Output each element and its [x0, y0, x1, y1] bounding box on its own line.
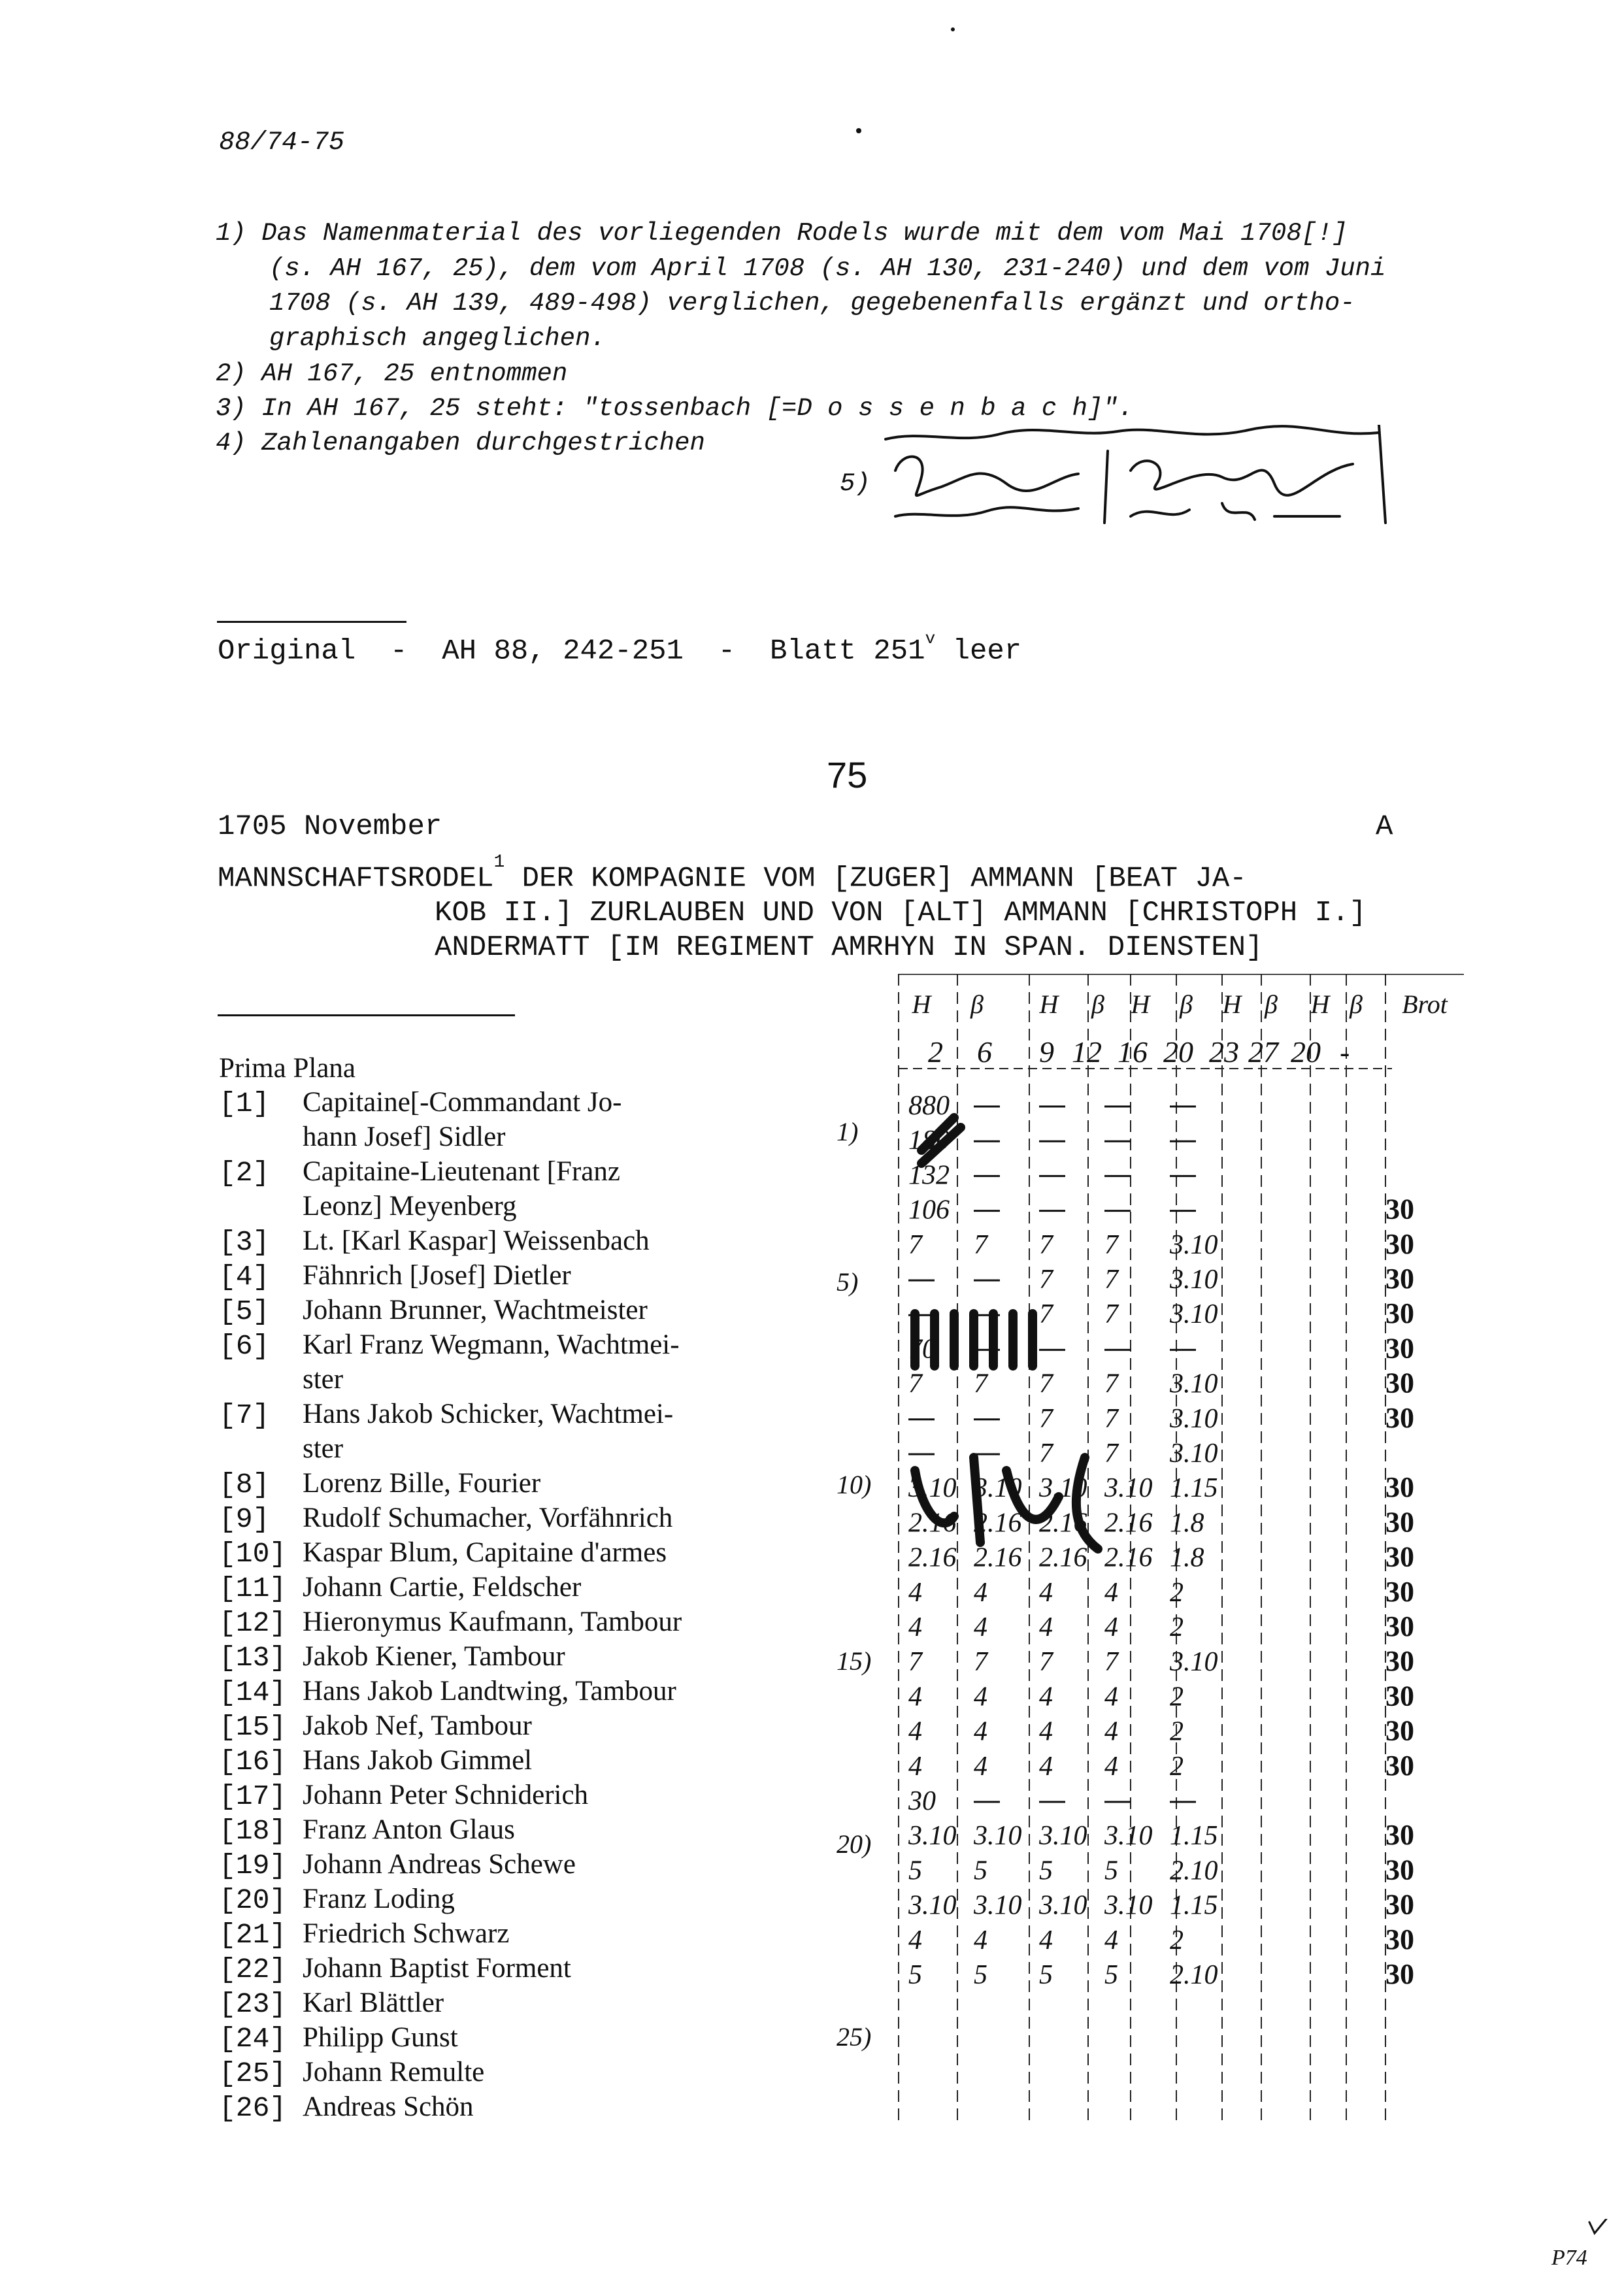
ledger-bread-value: 30: [1385, 1367, 1414, 1399]
ledger-margin-mark: 5): [837, 1267, 859, 1297]
ledger-cell-value: 7: [908, 1647, 922, 1678]
ledger-first-row-value: 23: [1209, 1035, 1239, 1069]
ledger-header-label: β: [1350, 990, 1363, 1019]
roster-entry: [219, 1086, 621, 1120]
ledger-header-label: β: [970, 990, 984, 1019]
roster-entry: [219, 1225, 650, 1258]
roster-entry-number: [26]: [219, 2092, 287, 2124]
ledger-bread-value: 30: [1385, 1645, 1414, 1678]
ledger-header-label: β: [1091, 990, 1104, 1019]
roster-entry-name: Lt. [Karl Kaspar] Weissenbach: [303, 1225, 650, 1256]
ledger-bread-value: 30: [1385, 1575, 1414, 1608]
ledger-first-row-value: 20: [1291, 1035, 1321, 1069]
roster-entry-number: [11]: [219, 1572, 287, 1605]
ledger-cell-value: 3.10: [1170, 1403, 1218, 1434]
ledger-cell-value: 2.16: [974, 1508, 1022, 1539]
ledger-cell-value: 3.10: [1104, 1821, 1153, 1852]
roster-entry-number: [12]: [219, 1607, 287, 1639]
ledger-cell-value: 2.16: [908, 1508, 957, 1539]
roster-entry: [219, 1502, 672, 1535]
ledger-cell-value: 2: [1170, 1612, 1184, 1642]
ledger-cell-value: 3.10: [1039, 1821, 1087, 1852]
speck: [951, 27, 955, 31]
ledger-bread-value: 30: [1385, 1749, 1414, 1782]
ledger-cell-value: 4: [908, 1682, 922, 1712]
roster-entry: [219, 1571, 581, 1605]
ledger-bread-value: 30: [1385, 1819, 1414, 1852]
ledger-cell-value: 5: [974, 1855, 987, 1886]
roster-entry-name: Friedrich Schwarz: [303, 1918, 510, 1949]
roster-entry: [219, 1640, 565, 1674]
ledger-bread-value: 30: [1385, 1540, 1414, 1573]
roster-entry-name: Jakob Nef, Tambour: [303, 1710, 532, 1741]
ledger-margin-mark: 1): [837, 1117, 859, 1146]
page-mark-text: P74: [1551, 2246, 1587, 2270]
roster-entry-number: [13]: [219, 1642, 287, 1674]
roster-entry-name: Hans Jakob Gimmel: [303, 1745, 533, 1776]
ledger-first-row-value: 2: [928, 1035, 943, 1069]
ledger-cell-value: 2: [1170, 1682, 1184, 1712]
roster-entry-number: [20]: [219, 1884, 287, 1916]
document-date: 1705 November: [218, 810, 442, 843]
ledger-cell-value: 3.10: [1104, 1890, 1153, 1921]
roster-entry-name: Franz Anton Glaus: [303, 1814, 515, 1845]
ledger-cell-value: 3.10: [1170, 1265, 1218, 1295]
ledger-header-label: β: [1180, 990, 1193, 1019]
ledger-header-label: H: [1039, 990, 1059, 1019]
roster-entry-number: [4]: [219, 1261, 270, 1293]
ledger-cell-value: 7: [1039, 1299, 1053, 1330]
document-title-line: KOB II.] ZURLAUBEN UND VON [ALT] AMMANN [CHRISTOPH I.]: [435, 897, 1367, 929]
footnote-5-label: 5): [840, 469, 870, 498]
roster-entry-continuation: ster: [303, 1433, 344, 1464]
roster-entry: [219, 1329, 680, 1362]
ledger-cell-value: 7: [1039, 1403, 1053, 1434]
roster-entry-number: [16]: [219, 1746, 287, 1778]
ledger-bread-value: 30: [1385, 1923, 1414, 1955]
roster-entry: [219, 1398, 673, 1431]
roster-entry: [219, 1606, 682, 1639]
roster-entry-number: [15]: [219, 1711, 287, 1743]
ledger-cell-value: 4: [1039, 1682, 1053, 1712]
ledger-bread-value: 30: [1385, 1714, 1414, 1747]
ledger-handwriting-scan: [823, 974, 1464, 2131]
ledger-header-label: β: [1265, 990, 1278, 1019]
roster-entry-number: [24]: [219, 2023, 287, 2055]
roster-entry-number: [21]: [219, 1919, 287, 1951]
ledger-cell-value: 4: [974, 1716, 987, 1747]
ledger-bread-value: 30: [1385, 1471, 1414, 1504]
ledger-bread-value: 30: [1385, 1263, 1414, 1295]
speck: [856, 128, 861, 133]
ledger-first-row-value: 16: [1118, 1035, 1148, 1069]
roster-entry: [219, 1467, 540, 1501]
ledger-cell-value: 2.16: [974, 1542, 1022, 1573]
roster-entry-number: [8]: [219, 1469, 270, 1501]
ledger-cell-value: 4: [974, 1925, 987, 1955]
roster-entry-number: [25]: [219, 2057, 287, 2089]
ledger-cell-value: 4: [908, 1577, 922, 1608]
ledger-cell-value: 4: [908, 1751, 922, 1782]
ledger-bread-value: 30: [1385, 1958, 1414, 1990]
ledger-crossout-stroke: [974, 1457, 980, 1542]
roster-entry-name: Jakob Kiener, Tambour: [303, 1641, 565, 1672]
roster-entry-number: [22]: [219, 1954, 287, 1986]
ledger-cell-value: 7: [1104, 1369, 1118, 1399]
ledger-cell-value: 70: [908, 1334, 936, 1365]
ledger-cell-value: 5: [1039, 1855, 1053, 1886]
footnote-1-line: (s. AH 167, 25), dem vom April 1708 (s. AH 130, 231-240) und dem vom Juni: [269, 254, 1386, 283]
roster-entry: [219, 2091, 474, 2124]
roster-entry-number: [14]: [219, 1676, 287, 1708]
ledger-cell-value: 30: [908, 1786, 936, 1816]
roster-entry-name: Philipp Gunst: [303, 2022, 458, 2053]
roster-entry-name: Johann Remulte: [303, 2057, 485, 2088]
roster-entry-name: Johann Cartie, Feldscher: [303, 1572, 582, 1603]
ledger-cell-value: 4: [974, 1612, 987, 1642]
ledger-cell-value: 3.10: [1104, 1473, 1153, 1504]
roster-entry-continuation: hann Josef] Sidler: [303, 1122, 506, 1152]
ledger-cell-value: 4: [1104, 1751, 1118, 1782]
ledger-cell-value: 2.16: [1039, 1542, 1087, 1573]
roster-entry-name: Johann Baptist Forment: [303, 1953, 571, 1984]
ledger-bread-value: 30: [1385, 1332, 1414, 1365]
roster-entry-continuation: ster: [303, 1364, 344, 1395]
ledger-cell-value: 1.15: [1170, 1473, 1218, 1504]
roster-entry: [219, 2021, 458, 2055]
ledger-cell-value: 1.8: [1170, 1542, 1204, 1573]
ledger-cell-value: 1.15: [1170, 1890, 1218, 1921]
footnote-1-line: 1) Das Namenmaterial des vorliegenden Rodels wurde mit dem vom Mai 1708[!]: [216, 219, 1348, 248]
document-title-line: ANDERMATT [IM REGIMENT AMRHYN IN SPAN. DIENSTEN]: [435, 931, 1263, 964]
ledger-cell-value: 4: [1104, 1925, 1118, 1955]
ledger-cell-value: 3.10: [1039, 1473, 1087, 1504]
ledger-cell-value: 3.10: [1170, 1369, 1218, 1399]
ledger-cell-value: 2.10: [1170, 1960, 1218, 1990]
ledger-cell-value: 7: [908, 1369, 922, 1399]
ledger-cell-value: 5: [1039, 1960, 1053, 1990]
roster-entry-number: [3]: [219, 1226, 270, 1258]
ledger-cell-value: 2: [1170, 1751, 1184, 1782]
footnote-1-line: graphisch angeglichen.: [269, 324, 606, 353]
ledger-cell-value: 7: [1104, 1403, 1118, 1434]
roster-entry-name: Johann Brunner, Wachtmeister: [303, 1295, 648, 1325]
roster-entry: [219, 1848, 576, 1882]
ledger-cell-value: 3.10: [908, 1473, 957, 1504]
ledger-cell-value: 4: [974, 1751, 987, 1782]
roster-entry: [219, 1259, 571, 1293]
ledger-bread-value: 30: [1385, 1854, 1414, 1886]
ledger-bread-value: 30: [1385, 1227, 1414, 1260]
ledger-margin-mark: 25): [837, 2022, 872, 2052]
roster-entry: [219, 1952, 571, 1986]
ledger-cell-value: 1.8: [1170, 1508, 1204, 1539]
ledger-cell-value: 180: [908, 1125, 950, 1156]
ledger-bread-value: 30: [1385, 1297, 1414, 1330]
ledger-cell-value: 7: [1104, 1299, 1118, 1330]
ledger-cell-value: 4: [908, 1925, 922, 1955]
roster-entry: [219, 1537, 667, 1570]
ledger-cell-value: 2.16: [908, 1542, 957, 1573]
ledger-cell-value: 3.10: [1170, 1299, 1218, 1330]
roster-entry-continuation: Leonz] Meyenberg: [303, 1191, 517, 1222]
ledger-cell-value: 2: [1170, 1925, 1184, 1955]
roster-entry-name: Karl Franz Wegmann, Wachtmei-: [303, 1329, 680, 1360]
ledger-cell-value: 7: [1104, 1265, 1118, 1295]
roster-entry: [219, 1779, 588, 1812]
ledger-cell-value: 2.16: [1104, 1508, 1153, 1539]
ledger-cell-value: 3.10: [1170, 1229, 1218, 1260]
ledger-bread-value: 30: [1385, 1888, 1414, 1921]
ledger-cell-value: 4: [1039, 1612, 1053, 1642]
roster-entry-name: Lorenz Bille, Fourier: [303, 1468, 541, 1499]
roster-entry-number: [7]: [219, 1399, 270, 1431]
ledger-header-label: H: [1310, 990, 1330, 1019]
section-heading: Prima Plana: [219, 1053, 356, 1084]
ledger-cell-value: 4: [908, 1716, 922, 1747]
roster-entry-name: Karl Blättler: [303, 1988, 444, 2018]
ledger-bread-value: 30: [1385, 1610, 1414, 1642]
ledger-cell-value: 7: [1104, 1647, 1118, 1678]
ledger-cell-value: 2.16: [1104, 1542, 1153, 1573]
ledger-first-row-value: 12: [1072, 1035, 1102, 1069]
ledger-header-label: Brot: [1402, 990, 1448, 1019]
ledger-cell-value: 4: [1039, 1716, 1053, 1747]
separator-rule: [217, 621, 406, 623]
ledger-cell-value: 7: [908, 1229, 922, 1260]
ledger-cell-value: 3.10: [974, 1821, 1022, 1852]
ledger-header-label: H: [912, 990, 931, 1019]
ledger-cell-value: 4: [1104, 1612, 1118, 1642]
ledger-cell-value: 7: [1039, 1647, 1053, 1678]
ledger-cell-value: 132: [908, 1160, 950, 1191]
ledger-bread-value: 30: [1385, 1680, 1414, 1712]
roster-entry-name: Kaspar Blum, Capitaine d'armes: [303, 1537, 667, 1568]
ledger-cell-value: 7: [1104, 1439, 1118, 1469]
roster-entry: [219, 1156, 620, 1189]
document-title-line: MANNSCHAFTSRODEL$^1$ DER KOMPAGNIE VOM [ZUGER] AMMANN [BEAT JA-: [218, 852, 1247, 895]
ledger-cell-value: 1.15: [1170, 1821, 1218, 1852]
ledger-cell-value: 7: [1039, 1439, 1053, 1469]
footnote-2: 2) AH 167, 25 entnommen: [216, 359, 568, 388]
ledger-cell-value: 5: [908, 1855, 922, 1886]
ledger-cell-value: 880: [908, 1091, 950, 1121]
roster-entry: [219, 1987, 444, 2020]
ledger-cell-value: 7: [974, 1647, 987, 1678]
roster-entry: [219, 1744, 532, 1778]
ledger-cell-value: 4: [974, 1577, 987, 1608]
ledger-bread-value: 30: [1385, 1506, 1414, 1539]
roster-entry-name: Andreas Schön: [303, 2091, 474, 2122]
ledger-bread-value: 30: [1385, 1401, 1414, 1434]
roster-entry-name: Capitaine[-Commandant Jo-: [303, 1087, 622, 1118]
ledger-first-row-value: 9: [1039, 1035, 1054, 1069]
source-citation: Original - AH 88, 242-251 - Blatt 251$^v$ leer: [218, 629, 1022, 668]
roster-entry-name: Capitaine-Lieutenant [Franz: [303, 1156, 620, 1187]
document-letter: A: [1376, 810, 1393, 843]
ledger-cell-value: 4: [1039, 1925, 1053, 1955]
ledger-first-row-value: 6: [977, 1035, 992, 1069]
ledger-cell-value: 2.10: [1170, 1855, 1218, 1886]
footnote-1-line: 1708 (s. AH 139, 489-498) verglichen, gegebenenfalls ergänzt und ortho-: [269, 289, 1355, 318]
roster-entry: [219, 1814, 515, 1847]
ledger-cell-value: 2: [1170, 1716, 1184, 1747]
roster-entry-number: [2]: [219, 1157, 270, 1189]
roster-entry-number: [23]: [219, 1988, 287, 2020]
roster-entry: [219, 1675, 676, 1708]
ledger-cell-value: 3.10: [908, 1821, 957, 1852]
roster-entry: [219, 1918, 509, 1951]
ledger-cell-value: 106: [908, 1195, 950, 1225]
ledger-cell-value: 5: [1104, 1855, 1118, 1886]
roster-entry-number: [10]: [219, 1538, 287, 1570]
separator-rule: [218, 1014, 515, 1016]
page-mark: [1549, 2219, 1614, 2271]
roster-entry-name: Johann Andreas Schewe: [303, 1849, 576, 1880]
ledger-cell-value: 7: [1039, 1369, 1053, 1399]
roster-entry-name: Hieronymus Kaufmann, Tambour: [303, 1606, 682, 1637]
ledger-cell-value: 7: [974, 1369, 987, 1399]
roster-entry-name: Hans Jakob Schicker, Wachtmei-: [303, 1399, 674, 1429]
ledger-cell-value: 2.16: [1039, 1508, 1087, 1539]
ledger-cell-value: 4: [974, 1682, 987, 1712]
roster-entry-name: Fähnrich [Josef] Dietler: [303, 1260, 571, 1291]
ledger-cell-value: 5: [908, 1960, 922, 1990]
ledger-cell-value: 4: [1104, 1716, 1118, 1747]
ledger-cell-value: 2: [1170, 1577, 1184, 1608]
ledger-first-row-value: 20: [1163, 1035, 1193, 1069]
roster-entry: [219, 1294, 648, 1327]
roster-entry-number: [18]: [219, 1815, 287, 1847]
ledger-header-label: H: [1222, 990, 1242, 1019]
ledger-cell-value: 4: [908, 1612, 922, 1642]
roster-entry-name: Hans Jakob Landtwing, Tambour: [303, 1676, 676, 1706]
roster-entry: [219, 1710, 532, 1743]
ledger-cell-value: 7: [1039, 1229, 1053, 1260]
roster-entry: [219, 1883, 455, 1916]
ledger-first-row-value: -: [1340, 1035, 1350, 1069]
ledger-cell-value: 3.10: [1170, 1647, 1218, 1678]
ledger-cell-value: 3.10: [974, 1890, 1022, 1921]
roster-entry-number: [6]: [219, 1330, 270, 1362]
ledger-margin-mark: 20): [837, 1829, 872, 1859]
ledger-cell-value: 3.10: [974, 1473, 1022, 1504]
ledger-cell-value: 3.10: [1039, 1890, 1087, 1921]
archive-reference: 88/74-75: [219, 128, 345, 158]
ledger-cell-value: 4: [1039, 1577, 1053, 1608]
ledger-cell-value: 5: [974, 1960, 987, 1990]
footnote-3: 3) In AH 167, 25 steht: "tossenbach [=D o s s e n b a c h]".: [216, 394, 1134, 423]
roster-entry-number: [17]: [219, 1780, 287, 1812]
footnote-4: 4) Zahlenangaben durchgestrichen: [216, 429, 705, 457]
roster-entry-number: [9]: [219, 1503, 270, 1535]
roster-entry-name: Rudolf Schumacher, Vorfähnrich: [303, 1503, 673, 1533]
footnote-5-handwriting-scan: [882, 425, 1392, 529]
ledger-cell-value: 3.10: [1170, 1439, 1218, 1469]
ledger-cell-value: 3.10: [908, 1890, 957, 1921]
ledger-cell-value: 4: [1039, 1751, 1053, 1782]
ledger-margin-mark: 10): [837, 1470, 872, 1499]
roster-entry-number: [1]: [219, 1088, 270, 1120]
ledger-cell-value: 5: [1104, 1960, 1118, 1990]
ledger-first-row-value: 27: [1248, 1035, 1278, 1069]
ledger-header-label: H: [1131, 990, 1150, 1019]
document-number: 75: [827, 754, 868, 795]
ledger-cell-value: 4: [1104, 1682, 1118, 1712]
roster-entry-number: [19]: [219, 1850, 287, 1882]
ledger-cell-value: 7: [974, 1229, 987, 1260]
roster-entry-number: [5]: [219, 1295, 270, 1327]
roster-entry-name: Franz Loding: [303, 1884, 455, 1914]
ledger-bread-value: 30: [1385, 1193, 1414, 1225]
ledger-cell-value: 7: [1039, 1265, 1053, 1295]
roster-entry-name: Johann Peter Schniderich: [303, 1780, 589, 1810]
ledger-cell-value: 4: [1104, 1577, 1118, 1608]
roster-entry: [219, 2056, 484, 2089]
ledger-margin-mark: 15): [837, 1646, 872, 1676]
ledger-cell-value: 7: [1104, 1229, 1118, 1260]
